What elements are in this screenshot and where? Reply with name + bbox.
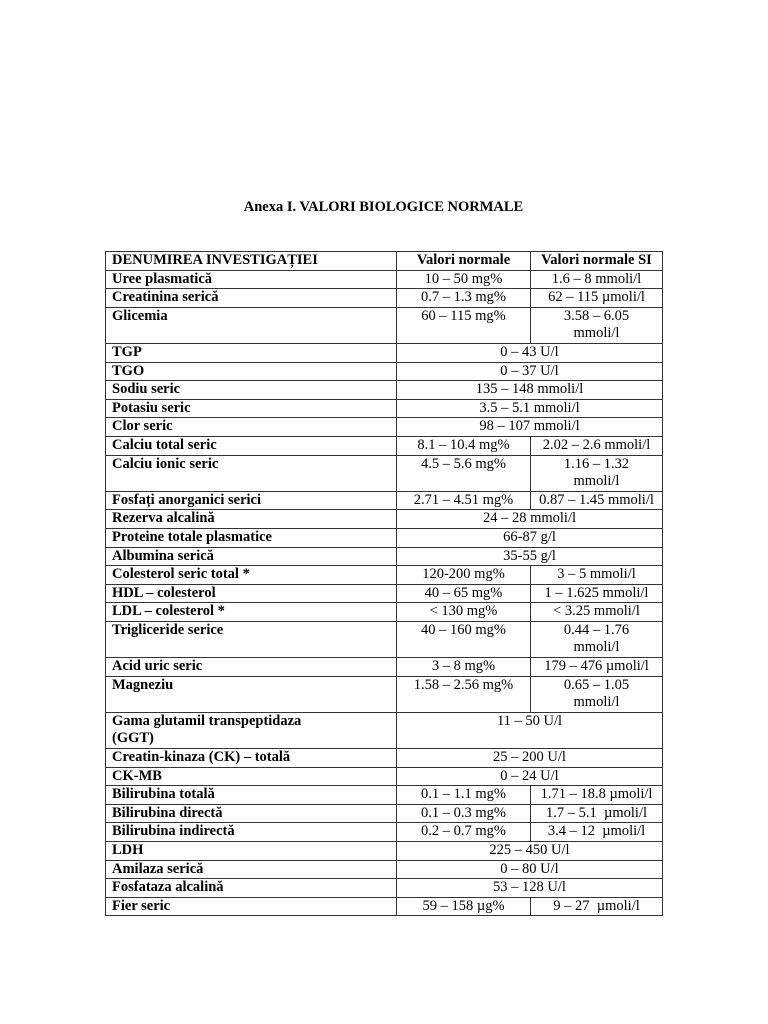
investigation-name-cell [106, 381, 397, 400]
si-value: 62 – 115 µmoli/l [548, 289, 645, 306]
merged-value: 3.5 – 5.1 mmoli/l [479, 399, 580, 416]
table-row [106, 399, 663, 418]
table-row [106, 547, 663, 566]
si-value-cell [531, 658, 663, 677]
investigation-name: Amilaza serică [112, 860, 204, 877]
investigation-name: TGO [112, 362, 145, 379]
normal-value: 3 – 8 mg% [431, 658, 496, 675]
si-value: 1 – 1.625 mmoli/l [544, 584, 649, 601]
normal-value-cell [397, 289, 531, 308]
merged-value-cell [397, 528, 663, 547]
normal-value: < 130 mg% [429, 603, 498, 620]
si-value: 1.6 – 8 mmoli/l [551, 270, 642, 287]
investigation-name-cell [106, 399, 397, 418]
investigation-name-cell [106, 436, 397, 455]
table-row [106, 823, 663, 842]
merged-value-cell [397, 767, 663, 786]
si-value-cell [531, 897, 663, 916]
si-value-cell [531, 270, 663, 289]
investigation-name: Calciu total seric [112, 436, 217, 453]
investigation-name-cell [106, 547, 397, 566]
investigation-name: Acid uric seric [112, 658, 203, 675]
investigation-name-cell [106, 584, 397, 603]
merged-value: 0 – 43 U/l [500, 343, 559, 360]
normal-value-cell [397, 436, 531, 455]
normal-value-cell [397, 491, 531, 510]
investigation-name: Magneziu [112, 676, 174, 693]
investigation-name-cell [106, 603, 397, 622]
si-value: 3.4 – 12 µmoli/l [547, 823, 646, 840]
si-value: 0.87 – 1.45 mmoli/l [539, 491, 654, 508]
table-row [106, 362, 663, 381]
si-value: 1.7 – 5.1 µmoli/l [546, 804, 647, 821]
table-row [106, 418, 663, 437]
si-value-cell [531, 603, 663, 622]
table-row [106, 289, 663, 308]
merged-value: 24 – 28 mmoli/l [482, 510, 577, 527]
normal-value-cell [397, 658, 531, 677]
merged-value-cell [397, 842, 663, 861]
investigation-name-cell [106, 879, 397, 898]
si-value: 1.16 – 1.32 [563, 455, 630, 472]
si-value: mmoli/l [573, 473, 620, 490]
normal-value-cell [397, 804, 531, 823]
normal-value-cell [397, 676, 531, 712]
investigation-name-cell [106, 767, 397, 786]
investigation-name: TGP [112, 343, 142, 360]
investigation-name: Rezerva alcalină [112, 510, 215, 527]
investigation-name: Creatin-kinaza (CK) – totală [112, 749, 291, 766]
table-row [106, 897, 663, 916]
investigation-name: Fosfați anorganici serici [112, 491, 262, 508]
merged-value: 98 – 107 mmoli/l [479, 418, 580, 435]
investigation-name: Gama glutamil transpeptidaza [112, 712, 302, 729]
table-row [106, 860, 663, 879]
normal-value-cell [397, 823, 531, 842]
si-value-cell [531, 804, 663, 823]
investigation-name: Fier seric [112, 897, 171, 914]
investigation-name-cell [106, 307, 397, 343]
normal-value-cell [397, 584, 531, 603]
merged-value: 0 – 80 U/l [500, 860, 559, 877]
table-row [106, 270, 663, 289]
investigation-name: Albumina serică [112, 547, 214, 564]
investigation-name-cell [106, 362, 397, 381]
investigation-name-cell [106, 621, 397, 657]
investigation-name-cell [106, 289, 397, 308]
investigation-name: Bilirubina directă [112, 804, 223, 821]
si-value: mmoli/l [573, 639, 620, 656]
page-title: Anexa I. VALORI BIOLOGICE NORMALE [243, 199, 524, 215]
normal-value-cell [397, 603, 531, 622]
investigation-name-cell [106, 491, 397, 510]
si-value: < 3.25 mmoli/l [553, 603, 640, 620]
investigation-name-cell [106, 510, 397, 529]
table-row [106, 842, 663, 861]
investigation-name-cell [106, 749, 397, 768]
merged-value: 135 – 148 mmoli/l [475, 381, 584, 398]
si-value: 9 – 27 µmoli/l [553, 897, 640, 914]
normal-value: 0.1 – 0.3 mg% [421, 804, 506, 821]
table-header-row [106, 252, 663, 271]
investigation-name: Bilirubina totală [112, 786, 215, 803]
table-row [106, 786, 663, 805]
investigation-name-cell [106, 712, 397, 748]
si-value-cell [531, 289, 663, 308]
investigation-name: Trigliceride serice [112, 621, 224, 638]
table-row [106, 767, 663, 786]
table-row [106, 566, 663, 585]
investigation-name: Fosfataza alcalină [112, 879, 224, 896]
table-row [106, 584, 663, 603]
normal-value: 8.1 – 10.4 mg% [417, 436, 510, 453]
merged-value: 11 – 50 U/l [496, 712, 563, 729]
normal-value-cell [397, 786, 531, 805]
si-value-cell [531, 307, 663, 343]
table-row [106, 491, 663, 510]
normal-value: 4.5 – 5.6 mg% [421, 455, 506, 472]
investigation-name-cell [106, 842, 397, 861]
investigation-name: Bilirubina indirectă [112, 823, 235, 840]
normal-value-cell [397, 566, 531, 585]
normal-value: 60 – 115 mg% [421, 307, 506, 324]
si-value: 0.65 – 1.05 [563, 676, 630, 693]
merged-value: 66-87 g/l [503, 528, 556, 545]
investigation-name-cell [106, 270, 397, 289]
normal-value: 40 – 160 mg% [421, 621, 506, 638]
si-value-cell [531, 491, 663, 510]
investigation-name-cell [106, 823, 397, 842]
merged-value: 0 – 37 U/l [500, 362, 559, 379]
si-value-cell [531, 621, 663, 657]
investigation-name: LDL – colesterol * [112, 603, 225, 620]
merged-value-cell [397, 362, 663, 381]
normal-value: 59 – 158 µg% [422, 897, 505, 914]
merged-value-cell [397, 510, 663, 529]
investigation-name: CK-MB [112, 767, 162, 784]
si-value-cell [531, 823, 663, 842]
table-row [106, 436, 663, 455]
table-row [106, 749, 663, 768]
investigation-name-cell [106, 860, 397, 879]
normal-value: 120-200 mg% [422, 566, 505, 583]
table-row [106, 528, 663, 547]
header-normal-values: Valori normale [397, 252, 531, 271]
normal-value: 40 – 65 mg% [424, 584, 503, 601]
investigation-name: Colesterol seric total * [112, 566, 250, 583]
investigation-name-cell [106, 343, 397, 362]
normal-value-cell [397, 307, 531, 343]
table-row [106, 603, 663, 622]
table-row [106, 879, 663, 898]
table-row [106, 343, 663, 362]
header-normal-values-si: Valori normale SI [531, 252, 663, 271]
si-value: 2.02 – 2.6 mmoli/l [542, 436, 651, 453]
si-value: 0.44 – 1.76 [563, 621, 630, 638]
normal-value: 1.58 – 2.56 mg% [413, 676, 514, 693]
table-row [106, 676, 663, 712]
table-row [106, 712, 663, 748]
si-value-cell [531, 584, 663, 603]
merged-value: 35-55 g/l [503, 547, 556, 564]
normal-value: 2.71 – 4.51 mg% [413, 491, 514, 508]
merged-value-cell [397, 749, 663, 768]
normal-value-cell [397, 897, 531, 916]
normal-value: 0.2 – 0.7 mg% [421, 823, 506, 840]
si-value: mmoli/l [573, 325, 620, 342]
merged-value-cell [397, 399, 663, 418]
investigation-name: Calciu ionic seric [112, 455, 219, 472]
investigation-name: LDH [112, 842, 144, 858]
si-value: mmoli/l [573, 694, 620, 711]
merged-value: 25 – 200 U/l [493, 749, 566, 766]
normal-value-cell [397, 455, 531, 491]
table-row [106, 307, 663, 343]
investigation-name-cell [106, 658, 397, 677]
normal-value-cell [397, 270, 531, 289]
investigation-name: Uree plasmatică [112, 270, 212, 287]
table-body [106, 270, 663, 916]
investigation-name-cell [106, 528, 397, 547]
normal-values-table [105, 251, 663, 916]
si-value-cell [531, 676, 663, 712]
investigation-name: Creatinina serică [112, 289, 219, 306]
investigation-name-cell [106, 455, 397, 491]
table-row [106, 804, 663, 823]
investigation-name: Potasiu seric [112, 399, 191, 416]
normal-value: 0.1 – 1.1 mg% [421, 786, 506, 803]
table-row [106, 658, 663, 677]
investigation-name-cell [106, 804, 397, 823]
investigation-name-cell [106, 897, 397, 916]
merged-value: 0 – 24 U/l [500, 767, 559, 784]
investigation-name: (GGT) [112, 730, 154, 747]
merged-value: 53 – 128 U/l [493, 879, 566, 896]
investigation-name: Proteine totale plasmatice [112, 528, 272, 545]
normal-value-cell [397, 621, 531, 657]
si-value: 3.58 – 6.05 [563, 307, 630, 324]
table-row [106, 510, 663, 529]
merged-value-cell [397, 381, 663, 400]
table-row [106, 621, 663, 657]
investigation-name-cell [106, 418, 397, 437]
si-value-cell [531, 455, 663, 491]
si-value: 3 – 5 mmoli/l [557, 566, 636, 583]
merged-value-cell [397, 879, 663, 898]
si-value: 179 – 476 µmoli/l [544, 658, 649, 675]
investigation-name-cell [106, 676, 397, 712]
si-value-cell [531, 566, 663, 585]
si-value: 1.71 – 18.8 µmoli/l [540, 786, 653, 803]
investigation-name: Sodiu seric [112, 381, 181, 398]
normal-value: 10 – 50 mg% [424, 270, 503, 287]
table-row [106, 381, 663, 400]
investigation-name: HDL – colesterol [112, 584, 216, 601]
merged-value-cell [397, 860, 663, 879]
investigation-name: Glicemia [112, 307, 168, 324]
merged-value: 225 – 450 U/l [489, 842, 570, 858]
merged-value-cell [397, 547, 663, 566]
table-row [106, 455, 663, 491]
normal-value: 0.7 – 1.3 mg% [421, 289, 506, 306]
investigation-name: Clor seric [112, 418, 173, 435]
si-value-cell [531, 786, 663, 805]
merged-value-cell [397, 712, 663, 748]
investigation-name-cell [106, 566, 397, 585]
merged-value-cell [397, 418, 663, 437]
investigation-name-cell [106, 786, 397, 805]
si-value-cell [531, 436, 663, 455]
merged-value-cell [397, 343, 663, 362]
header-investigation: DENUMIREA INVESTIGAȚIEI [106, 252, 397, 271]
